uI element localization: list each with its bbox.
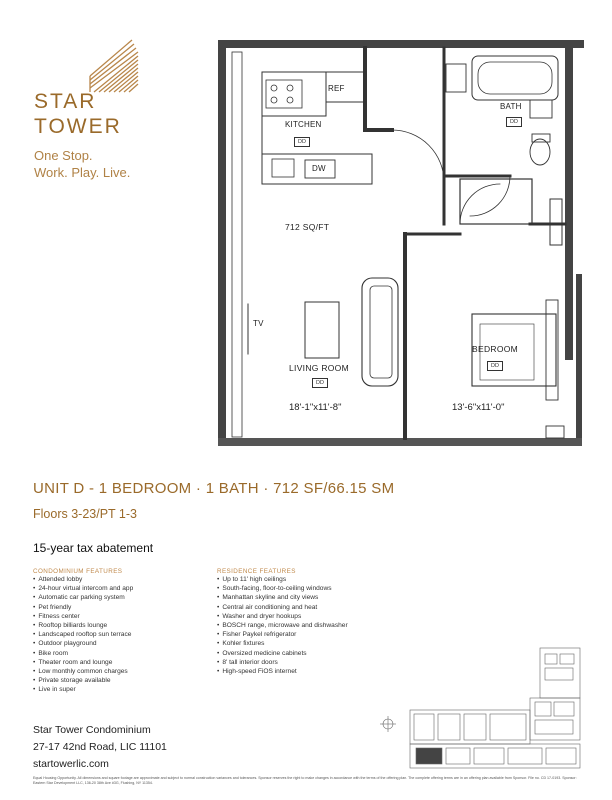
tv-label: TV	[253, 319, 264, 328]
bedroom-dd-tag: DD	[487, 361, 503, 371]
bedroom-dimensions: 13'-6"x11'-0"	[452, 402, 505, 413]
condo-feature-item: • Outdoor playground	[33, 639, 133, 648]
floor-plan	[210, 34, 595, 454]
kitchen-label: KITCHEN	[285, 120, 322, 129]
condo-feature-item: • Rooftop billiards lounge	[33, 621, 133, 630]
residence-feature-item: • Oversized medicine cabinets	[217, 649, 348, 658]
condo-feature-item: • Fitness center	[33, 612, 133, 621]
residence-features-heading: RESIDENCE FEATURES	[217, 568, 296, 575]
site-plan-thumbnail	[380, 640, 585, 772]
area-label: 712 SQ/FT	[285, 222, 330, 232]
website-link[interactable]: startowerlic.com	[33, 758, 109, 770]
residence-feature-item: • BOSCH range, microwave and dishwasher	[217, 621, 348, 630]
address-building: Star Tower Condominium	[33, 724, 151, 736]
residence-feature-item: • Up to 11' high ceilings	[217, 575, 348, 584]
residence-feature-item: • 8' tall interior doors	[217, 658, 348, 667]
brand-name-line1: STAR	[34, 90, 97, 113]
bath-label: BATH	[500, 102, 522, 111]
bedroom-label: BEDROOM	[472, 344, 519, 354]
tax-abatement: 15-year tax abatement	[33, 541, 154, 555]
condo-feature-item: • Theater room and lounge	[33, 658, 133, 667]
condo-feature-item: • Automatic car parking system	[33, 593, 133, 602]
living-room-dimensions: 18'-1"x11'-8"	[289, 402, 342, 413]
brand-name-line2: TOWER	[34, 115, 122, 138]
residence-features-list	[217, 575, 348, 676]
condo-feature-item: • Bike room	[33, 649, 133, 658]
unit-floors: Floors 3-23/PT 1-3	[33, 507, 137, 521]
residence-feature-item: • Manhattan skyline and city views	[217, 593, 348, 602]
residence-feature-item: • High-speed FiOS internet	[217, 667, 348, 676]
condo-feature-item: • Pet friendly	[33, 603, 133, 612]
unit-title: UNIT D - 1 BEDROOM · 1 BATH · 712 SF/66.15 SM	[33, 480, 395, 497]
condo-features-section	[33, 568, 133, 695]
condo-feature-item: • Private storage available	[33, 676, 133, 685]
residence-feature-item: • Washer and dryer hookups	[217, 612, 348, 621]
tower-logo	[84, 36, 142, 94]
condo-feature-item: • Low monthly common charges	[33, 667, 133, 676]
ref-label: REF	[328, 84, 345, 93]
condo-features-list	[33, 575, 133, 695]
condo-feature-item: • Attended lobby	[33, 575, 133, 584]
residence-features-section	[217, 568, 348, 676]
living-room-label: LIVING ROOM	[289, 363, 349, 373]
condo-feature-item: • 24-hour virtual intercom and app	[33, 584, 133, 593]
kitchen-dd-tag: DD	[294, 137, 310, 147]
condo-features-heading: CONDOMINIUM FEATURES	[33, 568, 123, 575]
condo-feature-item: • Live in super	[33, 685, 133, 694]
tagline-line1: One Stop.	[34, 148, 93, 163]
residence-feature-item: • Kohler fixtures	[217, 639, 348, 648]
bath-dd-tag: DD	[506, 117, 522, 127]
legal-disclaimer: Equal Housing Opportunity. All dimensions and square footage are approximate and subject to normal construction variances and tolerances. Sponsor reserves the right to make changes in accordance with the terms of the offering plan. The complete offering terms are in an offering plan available from Sponsor. File no. CD 17-0193. Sponsor: Eastern Star Development LLC, 136-20 38th Ave #3G, Flushing, NY 11354.	[33, 776, 577, 785]
address-street: 27-17 42nd Road, LIC 11101	[33, 741, 167, 753]
living-dd-tag: DD	[312, 378, 328, 388]
dw-label: DW	[312, 164, 326, 173]
residence-feature-item: • South-facing, floor-to-ceiling windows	[217, 584, 348, 593]
residence-feature-item: • Central air conditioning and heat	[217, 603, 348, 612]
condo-feature-item: • Landscaped rooftop sun terrace	[33, 630, 133, 639]
tagline-line2: Work. Play. Live.	[34, 165, 131, 180]
residence-feature-item: • Fisher Paykel refrigerator	[217, 630, 348, 639]
